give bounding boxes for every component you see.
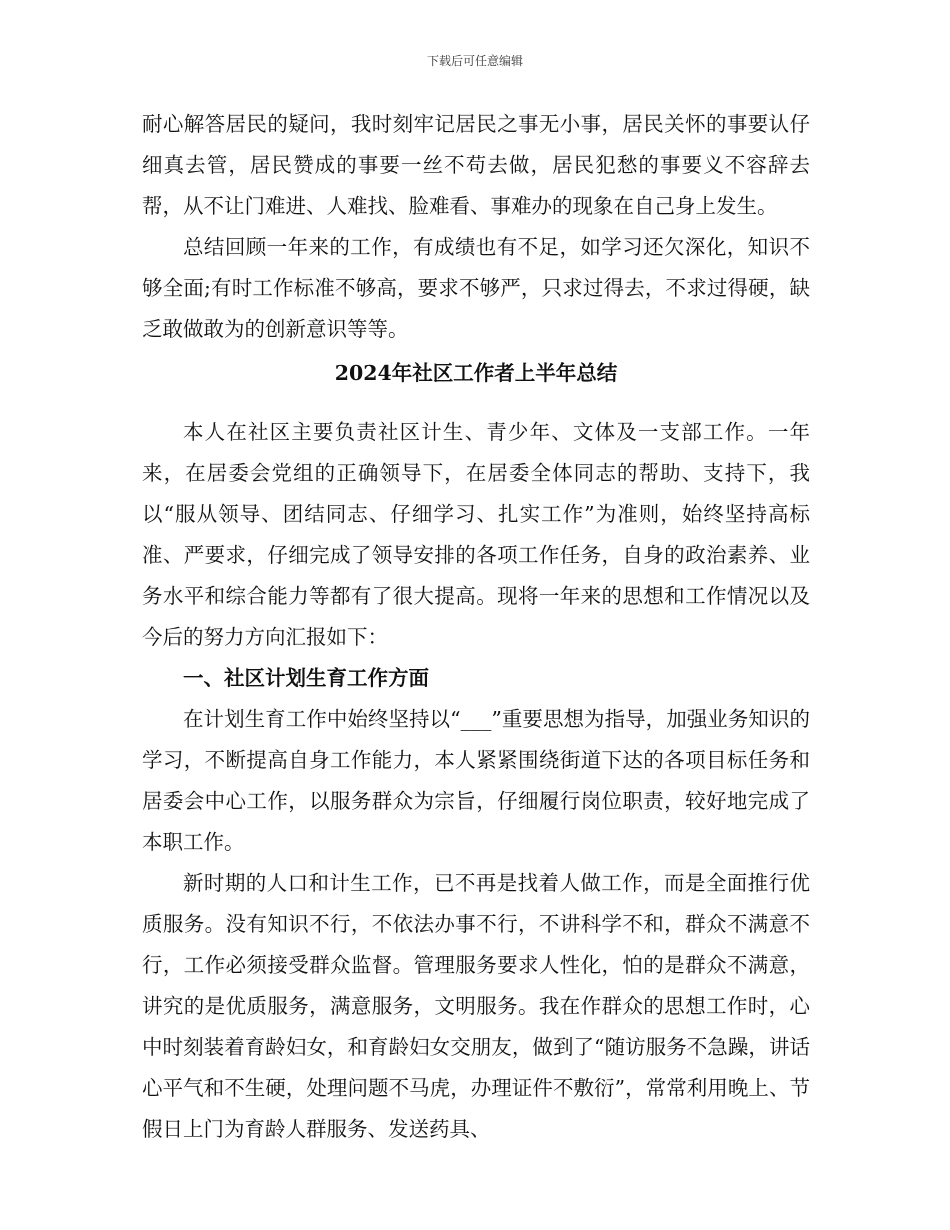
- paragraph-1: 耐心解答居民的疑问，我时刻牢记居民之事无小事，居民关怀的事要认仔细真去管，居民赞成的事要一丝不苟去做，居民犯愁的事要义不容辞去帮，从不让门难进、人难找、脸难看、事难办的现象在自己身上发生。: [142, 112, 810, 218]
- paragraph-4: 在计划生育工作中始终坚持以“___”重要思想为指导，加强业务知识的学习，不断提高自身工作能力，本人紧紧围绕街道下达的各项目标任务和居委会中心工作，以服务群众为宗旨，仔细履行岗位职责，较好地完成了本职工作。: [142, 707, 810, 854]
- document-body: [142, 104, 810, 1150]
- paragraph-5: 新时期的人口和计生工作，已不再是找着人做工作，而是全面推行优质服务。没有知识不行，不依法办事不行，不讲科学不和，群众不满意不行，工作必须接受群众监督。管理服务要求人性化，怕的是群众不满意，讲究的是优质服务，满意服务，文明服务。我在作群众的思想工作时，心中时刻装着育龄妇女，和育龄妇女交朋友，做到了“随访服务不急躁，讲话心平气和不生硬，处理问题不马虎，办理证件不敷衍”，常常利用晚上、节假日上门为育龄人群服务、发送药具、: [142, 871, 810, 1141]
- section-title: 2024年社区工作者上半年总结: [334, 361, 618, 385]
- paragraph-3: 本人在社区主要负责社区计生、青少年、文体及一支部工作。一年来，在居委会党组的正确领导下，在居委全体同志的帮助、支持下，我以“服从领导、团结同志、仔细学习、扎实工作”为准则，始终坚持高标准、严要求，仔细完成了领导安排的各项工作任务，自身的政治素养、业务水平和综合能力等都有了很大提高。现将一年来的思想和工作情况以及今后的努力方向汇报如下：: [142, 420, 810, 649]
- heading-family-planning: 一、社区计划生育工作方面: [183, 666, 429, 690]
- page-header: 下载后可任意编辑: [426, 54, 523, 68]
- paragraph-2: 总结回顾一年来的工作，有成绩也有不足，如学习还欠深化，知识不够全面;有时工作标准不够高，要求不够严，只求过得去，不求过得硬，缺乏敢做敢为的创新意识等等。: [142, 235, 810, 341]
